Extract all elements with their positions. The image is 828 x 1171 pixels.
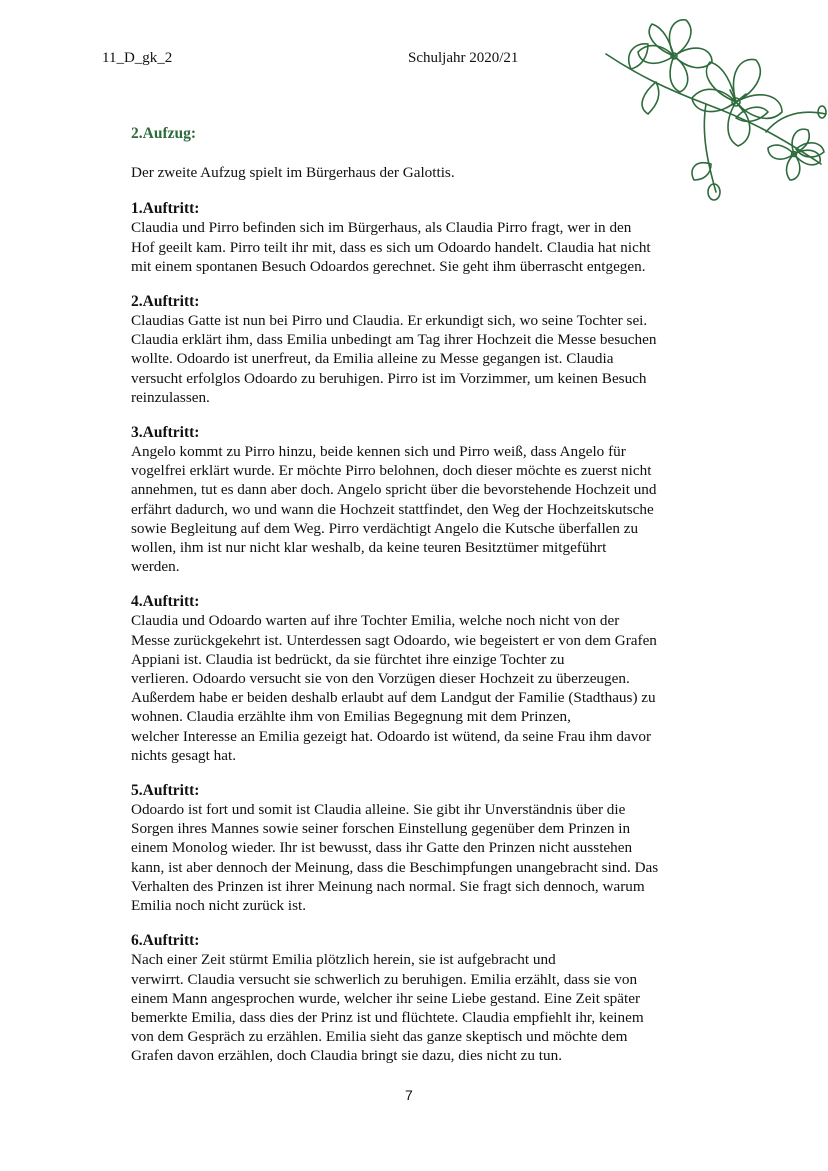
header-school-year: Schuljahr 2020/21 (408, 50, 519, 66)
act-title: 2.Aufzug: (131, 125, 197, 142)
page-number: 7 (405, 1087, 413, 1103)
scene-heading: 6.Auftritt: (131, 932, 200, 950)
scene-heading: 3.Auftritt: (131, 424, 200, 442)
scene-3 (131, 423, 721, 576)
scene-text: Claudia und Pirro befinden sich im Bürgerhaus, als Claudia Pirro fragt, wer in den Hof geeilt kam. Pirro teilt ihr mit, dass es sich um Odoardo handelt. Claudia hat nicht mit einem spontanen Besuch Odoardos gerechnet. Sie geht ihm überrascht entgegen. (131, 219, 651, 275)
header-course-code: 11_D_gk_2 (102, 50, 173, 66)
document-body (131, 124, 721, 1082)
scene-2 (131, 292, 721, 407)
scene-6 (131, 931, 721, 1065)
scene-heading: 5.Auftritt: (131, 782, 200, 800)
scene-heading: 1.Auftritt: (131, 200, 200, 218)
scene-text: Claudias Gatte ist nun bei Pirro und Claudia. Er erkundigt sich, wo seine Tochter sei. Claudia erklärt ihm, dass Emilia unbedingt am Tag ihrer Hochzeit die Messe besuchen wollte. Odoardo ist unerfreut, da Emilia alleine zu Messe gegangen ist. Claudia versucht erfolglos Odoardo zu beruhigen. Pirro ist im Vorzimmer, um keinen Besuch reinzulassen. (131, 312, 657, 406)
scene-5 (131, 781, 721, 915)
scene-text: Claudia und Odoardo warten auf ihre Tochter Emilia, welche noch nicht von der Messe zurückgekehrt ist. Unterdessen sagt Odoardo, wie begeistert er von dem Grafen Appiani ist. Claudia ist bedrückt, da sie fürchtet ihre einzige Tochter zu verlieren. Odoardo versucht sie von den Vorzügen dieser Hochzeit zu überzeugen. Außerdem habe er beiden deshalb erlaubt auf dem Landgut der Familie (Stadthaus) zu wohnen. Claudia erzählte ihm von Emilias Begegnung mit dem Prinzen, welcher Interesse an Emilia gezeigt hat. Odoardo ist wütend, da seine Frau ihm davor nichts gesagt hat. (131, 612, 657, 764)
scene-4 (131, 592, 721, 765)
act-intro: Der zweite Aufzug spielt im Bürgerhaus der Galottis. (131, 164, 455, 182)
scene-1 (131, 199, 721, 276)
scene-text: Angelo kommt zu Pirro hinzu, beide kennen sich und Pirro weiß, dass Angelo für vogelfrei erklärt wurde. Er möchte Pirro belohnen, doch dieser möchte es zuerst nicht annehmen, tut es dann aber doch. Angelo spricht über die bevorstehende Hochzeit und erfährt dadurch, wo und wann die Hochzeit stattfindet, den Weg der Hochzeitskutsche sowie Begleitung auf dem Weg. Pirro verdächtigt Angelo die Kutsche überfallen zu wollen, ihm ist nur nicht klar weshalb, da keine teuren Besitztümer mitgeführt werden. (131, 443, 657, 576)
scene-text: Nach einer Zeit stürmt Emilia plötzlich herein, sie ist aufgebracht und verwirrt. Claudia versucht sie schwerlich zu beruhigen. Emilia erzählt, dass sie von einem Mann angesprochen wurde, welcher ihr seine Liebe gestand. Eine Zeit später bemerkte Emilia, dass dies der Prinz ist und flüchtete. Claudia empfiehlt ihr, keinem von dem Gespräch zu erzählen. Emilia sieht das ganze skeptisch und möchte dem Grafen davon erzählen, doch Claudia bringt sie dazu, dies nicht zu tun. (131, 951, 644, 1065)
scene-text: Odoardo ist fort und somit ist Claudia alleine. Sie gibt ihr Unverständnis über die Sorgen ihres Mannes sowie seiner forschen Einstellung gegenüber dem Prinzen in einem Monolog wieder. Ihr ist bewusst, dass ihr Gatte den Prinzen nicht ausstehen kann, ist aber dennoch der Meinung, dass die Beschimpfungen unangebracht sind. Das Verhalten des Prinzen ist ihrer Meinung nach normal. Sie fragt sich dennoch, warum Emilia noch nicht zurück ist. (131, 801, 659, 915)
scene-heading: 2.Auftritt: (131, 293, 200, 311)
scene-heading: 4.Auftritt: (131, 593, 200, 611)
